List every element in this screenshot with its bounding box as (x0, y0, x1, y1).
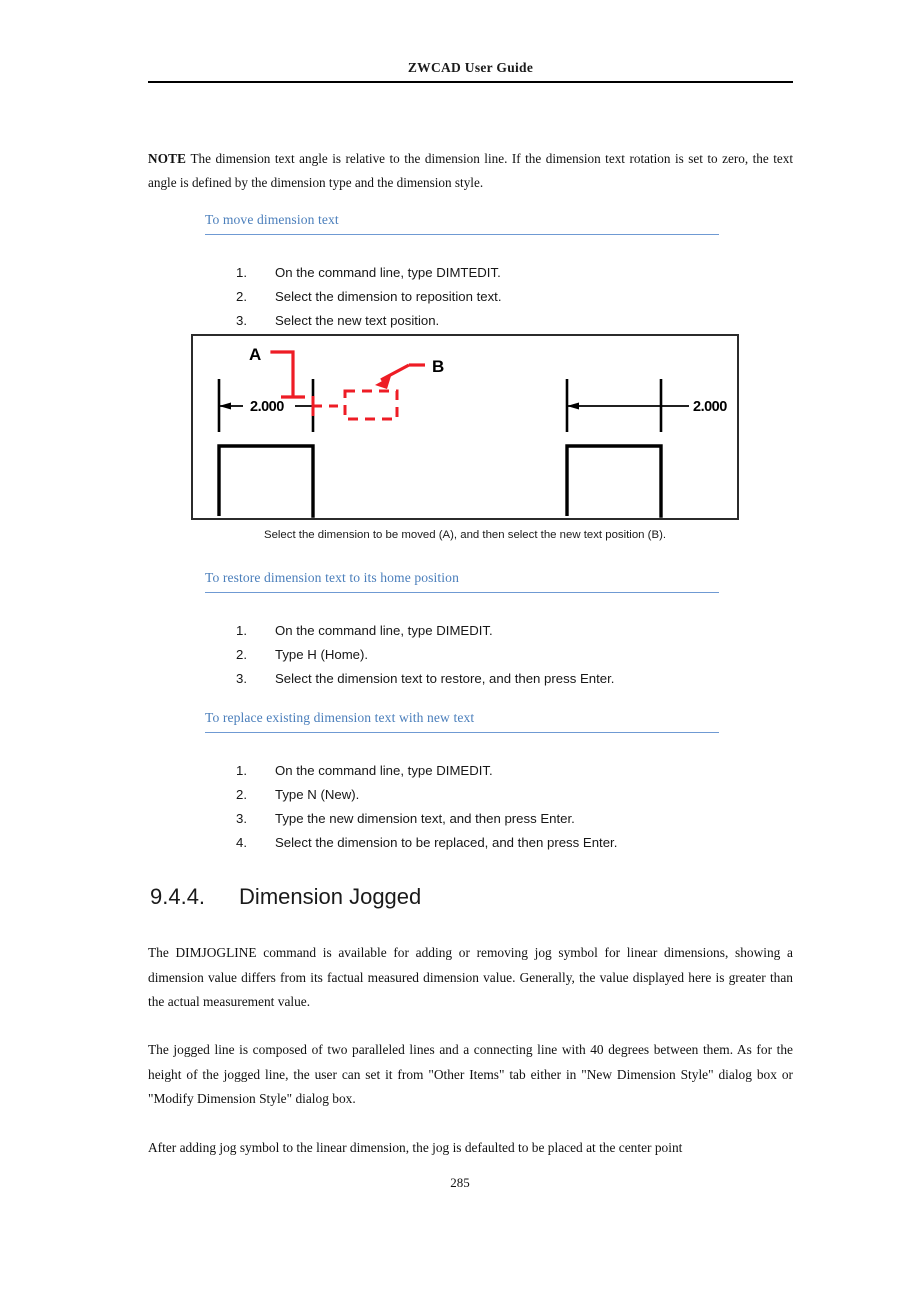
procedure-heading-divider (205, 732, 719, 733)
procedure-heading-divider (205, 592, 719, 593)
body-paragraph-1: The DIMJOGLINE command is available for adding or removing jog symbol for linear dimensions, showing a dimension value differs from its factual measured dimension value. Generally, the value displayed here is greater than the actual measurement value. (148, 945, 793, 1009)
list-item (236, 309, 502, 333)
note-text: The dimension text angle is relative to the dimension line. If the dimension text rotation is set to zero, the text angle is defined by the dimension type and the dimension style. (148, 151, 793, 190)
note-paragraph (148, 147, 793, 195)
list-item (236, 807, 617, 831)
step-number: 2. (236, 289, 247, 304)
page-number: 285 (450, 1175, 470, 1190)
step-number: 2. (236, 647, 247, 662)
header-title: ZWCAD User Guide (407, 60, 534, 75)
procedure-heading-replace-dimension-text (205, 710, 719, 733)
step-text: Select the dimension to reposition text. (275, 289, 502, 304)
list-item (236, 285, 502, 309)
list-item (236, 643, 614, 667)
new-text-position-box (345, 391, 397, 419)
figure-caption: Select the dimension to be moved (A), and then select the new text position (B). (263, 529, 667, 541)
step-text: On the command line, type DIMTEDIT. (275, 265, 501, 280)
section-heading (150, 884, 421, 910)
procedure-heading-label: To restore dimension text to its home position (205, 570, 459, 585)
figure-label-b: B (432, 357, 445, 376)
figure-label-a: A (249, 345, 262, 364)
left-dimension-arrow (219, 403, 231, 410)
step-number: 3. (236, 671, 247, 686)
right-dimension-text: 2.000 (693, 399, 727, 415)
step-text: On the command line, type DIMEDIT. (275, 763, 493, 778)
step-list-replace-dimension-text (236, 759, 617, 855)
right-geometry-bracket (567, 446, 661, 516)
step-text: On the command line, type DIMEDIT. (275, 623, 493, 638)
left-dimension-text: 2.000 (250, 399, 284, 415)
step-number: 1. (236, 763, 247, 778)
section-title: Dimension Jogged (239, 884, 422, 909)
list-item (236, 831, 617, 855)
procedure-heading-divider (205, 234, 719, 235)
step-text: Select the dimension to be replaced, and then press Enter. (275, 835, 618, 850)
leader-line-a (272, 352, 293, 396)
left-geometry-bracket (219, 446, 313, 516)
body-paragraph-2: The jogged line is composed of two paralleled lines and a connecting line with 40 degrees between them. As for the height of the jogged line, the user can set it from "Other Items" tab either in "New Dimension Style" dialog box or "Modify Dimension Style" dialog box. (148, 1042, 793, 1106)
running-header (148, 60, 793, 83)
step-number: 3. (236, 811, 247, 826)
step-text: Type N (New). (275, 787, 360, 802)
step-list-restore-home-position (236, 619, 614, 691)
section-number: 9.4.4. (150, 884, 206, 909)
step-number: 3. (236, 313, 247, 328)
step-list-move-dimension-text (236, 261, 502, 333)
list-item (236, 261, 502, 285)
procedure-heading-move-dimension-text (205, 212, 719, 235)
step-text: Type H (Home). (275, 647, 369, 662)
step-number: 4. (236, 835, 247, 850)
procedure-heading-restore-home-position (205, 570, 719, 593)
right-dimension-arrow (567, 403, 579, 410)
list-item (236, 783, 617, 807)
step-text: Select the dimension text to restore, and then press Enter. (275, 671, 615, 686)
step-number: 1. (236, 623, 247, 638)
list-item (236, 759, 617, 783)
note-label: NOTE (148, 151, 187, 166)
step-text: Select the new text position. (275, 313, 440, 328)
step-number: 1. (236, 265, 247, 280)
body-paragraph-3: After adding jog symbol to the linear dimension, the jog is defaulted to be placed at the center point (148, 1140, 683, 1155)
list-item (236, 619, 614, 643)
step-number: 2. (236, 787, 247, 802)
dimension-text-figure (191, 334, 739, 520)
step-text: Type the new dimension text, and then press Enter. (275, 811, 575, 826)
procedure-heading-label: To move dimension text (205, 212, 339, 227)
header-divider (148, 81, 793, 83)
dimension-diagram-svg (193, 336, 737, 518)
procedure-heading-label: To replace existing dimension text with new text (205, 710, 475, 725)
leader-line-b (381, 365, 409, 380)
list-item (236, 667, 614, 691)
